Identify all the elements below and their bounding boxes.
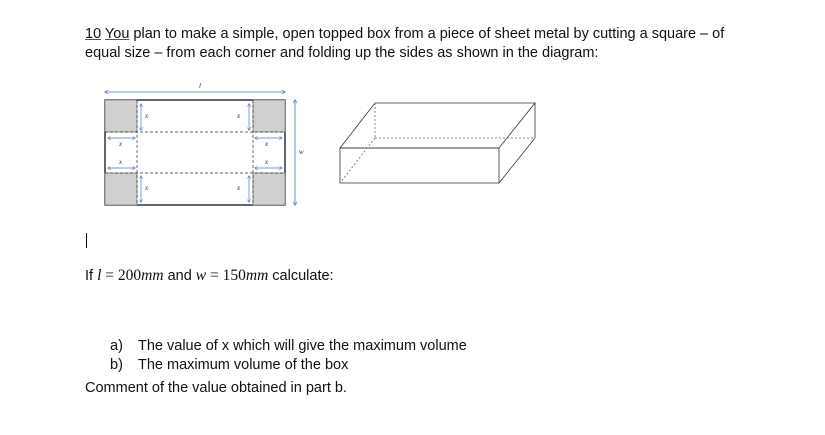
question-line-2: equal size – from each corner and folding up the sides as shown in the diagram: bbox=[85, 45, 599, 61]
part-b-text: The maximum volume of the box bbox=[138, 357, 349, 373]
length-label: l bbox=[199, 82, 201, 90]
given-values-line bbox=[85, 266, 334, 286]
corner-square-bottom-right bbox=[253, 173, 285, 205]
box-diagram bbox=[95, 80, 555, 215]
x-label-left-lower: x bbox=[119, 158, 123, 166]
question-number: 10 bbox=[85, 26, 102, 42]
x-label-left-upper: x bbox=[119, 140, 123, 148]
part-a-text: The value of x which will give the maximum volume bbox=[138, 338, 467, 354]
part-b bbox=[110, 356, 348, 375]
and-text: and bbox=[163, 268, 196, 284]
l-value: = 200 bbox=[101, 267, 142, 284]
x-label-tr: x bbox=[237, 112, 241, 120]
part-a-label: a) bbox=[110, 338, 123, 354]
x-label-br: x bbox=[237, 184, 241, 192]
given-prefix: If bbox=[85, 268, 98, 284]
x-label-right-lower: x bbox=[265, 158, 269, 166]
comment-line: Comment of the value obtained in part b. bbox=[85, 380, 347, 396]
l-variable: l bbox=[97, 267, 102, 284]
l-unit: mm bbox=[141, 267, 164, 284]
corner-square-top-left bbox=[105, 100, 137, 132]
given-suffix: calculate: bbox=[268, 268, 334, 284]
question-line-1-text: plan to make a simple, open topped box from a piece of sheet metal by cutting a square – of bbox=[129, 26, 725, 42]
text-cursor bbox=[86, 233, 87, 248]
x-label-tl: x bbox=[145, 112, 149, 120]
width-label: w bbox=[299, 148, 304, 156]
open-box-drawing bbox=[340, 103, 535, 183]
question-line-1 bbox=[85, 25, 724, 44]
corner-square-bottom-left bbox=[105, 173, 137, 205]
w-unit: mm bbox=[245, 267, 269, 284]
x-label-bl: x bbox=[145, 184, 149, 192]
corner-square-top-right bbox=[253, 100, 285, 132]
x-label-right-upper: x bbox=[265, 140, 269, 148]
question-underlined-word: You bbox=[104, 26, 130, 42]
part-a bbox=[110, 337, 467, 356]
w-value: = 150 bbox=[206, 267, 246, 284]
part-b-label: b) bbox=[110, 357, 123, 373]
w-variable: w bbox=[195, 267, 207, 284]
